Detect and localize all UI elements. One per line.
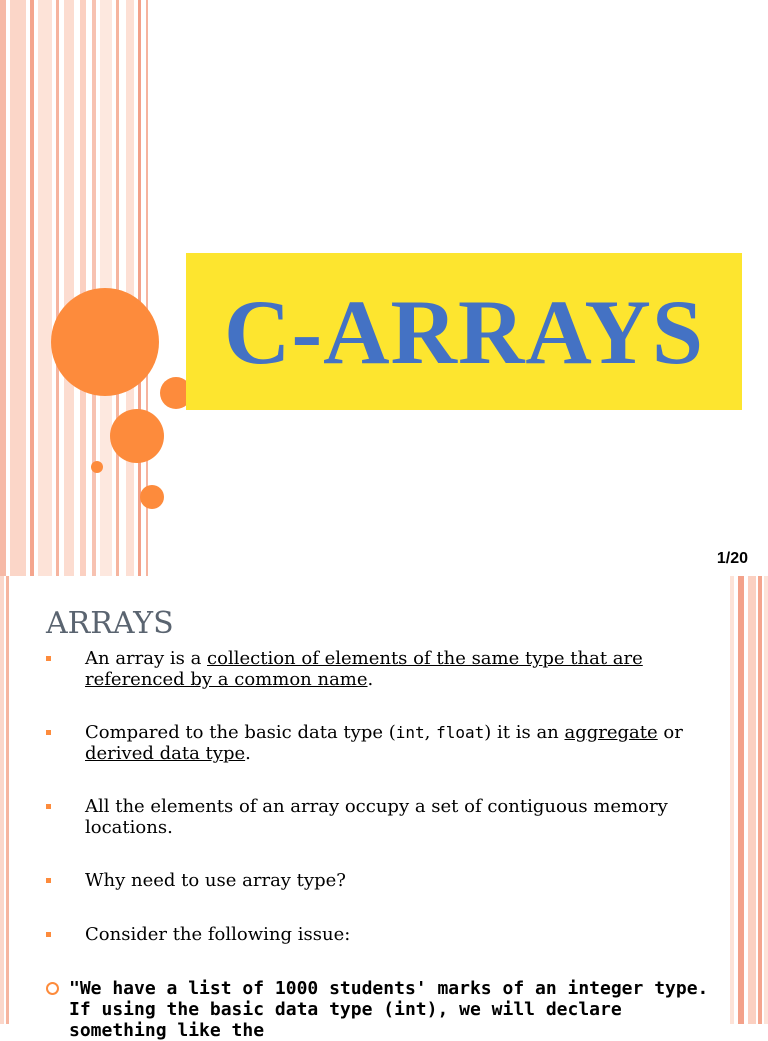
bullet-text bbox=[85, 648, 705, 690]
text-run: . bbox=[245, 743, 251, 764]
decorative-stripe bbox=[30, 0, 34, 576]
bullet-text: All the elements of an array occupy a set of contiguous memory locations. bbox=[85, 796, 668, 838]
slide-title: C-ARRAYS bbox=[224, 280, 704, 383]
decorative-circle bbox=[140, 485, 164, 509]
decorative-circle-small bbox=[91, 461, 103, 473]
slide-heading: ARRAYS bbox=[46, 606, 174, 641]
decorative-stripe bbox=[56, 0, 59, 576]
content-slide bbox=[0, 576, 768, 1041]
circle-bullet-icon bbox=[46, 982, 59, 995]
quote-text: "We have a list of 1000 students' marks of an integer type. If using the basic data type (int), we will declare something like the bbox=[69, 978, 709, 1041]
decorative-stripe bbox=[758, 576, 762, 1024]
square-bullet-icon bbox=[46, 804, 51, 809]
decorative-stripe bbox=[6, 576, 9, 1024]
decorative-stripe bbox=[138, 0, 141, 576]
decorative-stripe bbox=[0, 0, 6, 576]
square-bullet-icon bbox=[46, 932, 51, 937]
decorative-stripe bbox=[126, 0, 134, 576]
decorative-stripe bbox=[38, 0, 52, 576]
square-bullet-icon bbox=[46, 656, 51, 661]
bullet-text: Consider the following issue: bbox=[85, 924, 351, 945]
code-term: float bbox=[436, 723, 485, 742]
underlined-term: derived data type bbox=[85, 743, 246, 764]
bullet-text: Why need to use array type? bbox=[85, 870, 346, 891]
title-banner bbox=[186, 253, 742, 410]
underlined-term: aggregate bbox=[564, 722, 658, 743]
bullet-text bbox=[85, 722, 705, 764]
square-bullet-icon bbox=[46, 730, 51, 735]
decorative-stripe bbox=[116, 0, 119, 576]
text-run: Compared to the basic data type ( bbox=[85, 722, 396, 743]
square-bullet-icon bbox=[46, 878, 51, 883]
decorative-stripe bbox=[730, 576, 734, 1024]
underlined-term: collection of elements of the same type that are referenced by a common name bbox=[85, 648, 643, 690]
text-run: . bbox=[367, 669, 374, 690]
decorative-stripe bbox=[738, 576, 744, 1024]
text-run: An array is a bbox=[85, 648, 208, 669]
text-run: ) it is an bbox=[484, 722, 565, 743]
decorative-circle-large bbox=[51, 288, 159, 396]
text-run: , bbox=[424, 722, 437, 743]
decorative-stripe bbox=[0, 576, 4, 1024]
decorative-stripe bbox=[748, 576, 756, 1024]
decorative-stripe bbox=[80, 0, 86, 576]
decorative-stripe bbox=[764, 576, 768, 1024]
decorative-stripe bbox=[64, 0, 74, 576]
code-term: int bbox=[395, 723, 425, 742]
page-number: 1/20 bbox=[716, 550, 748, 567]
text-run: or bbox=[657, 722, 683, 743]
decorative-stripe bbox=[10, 0, 26, 576]
decorative-circle-medium bbox=[110, 409, 164, 463]
